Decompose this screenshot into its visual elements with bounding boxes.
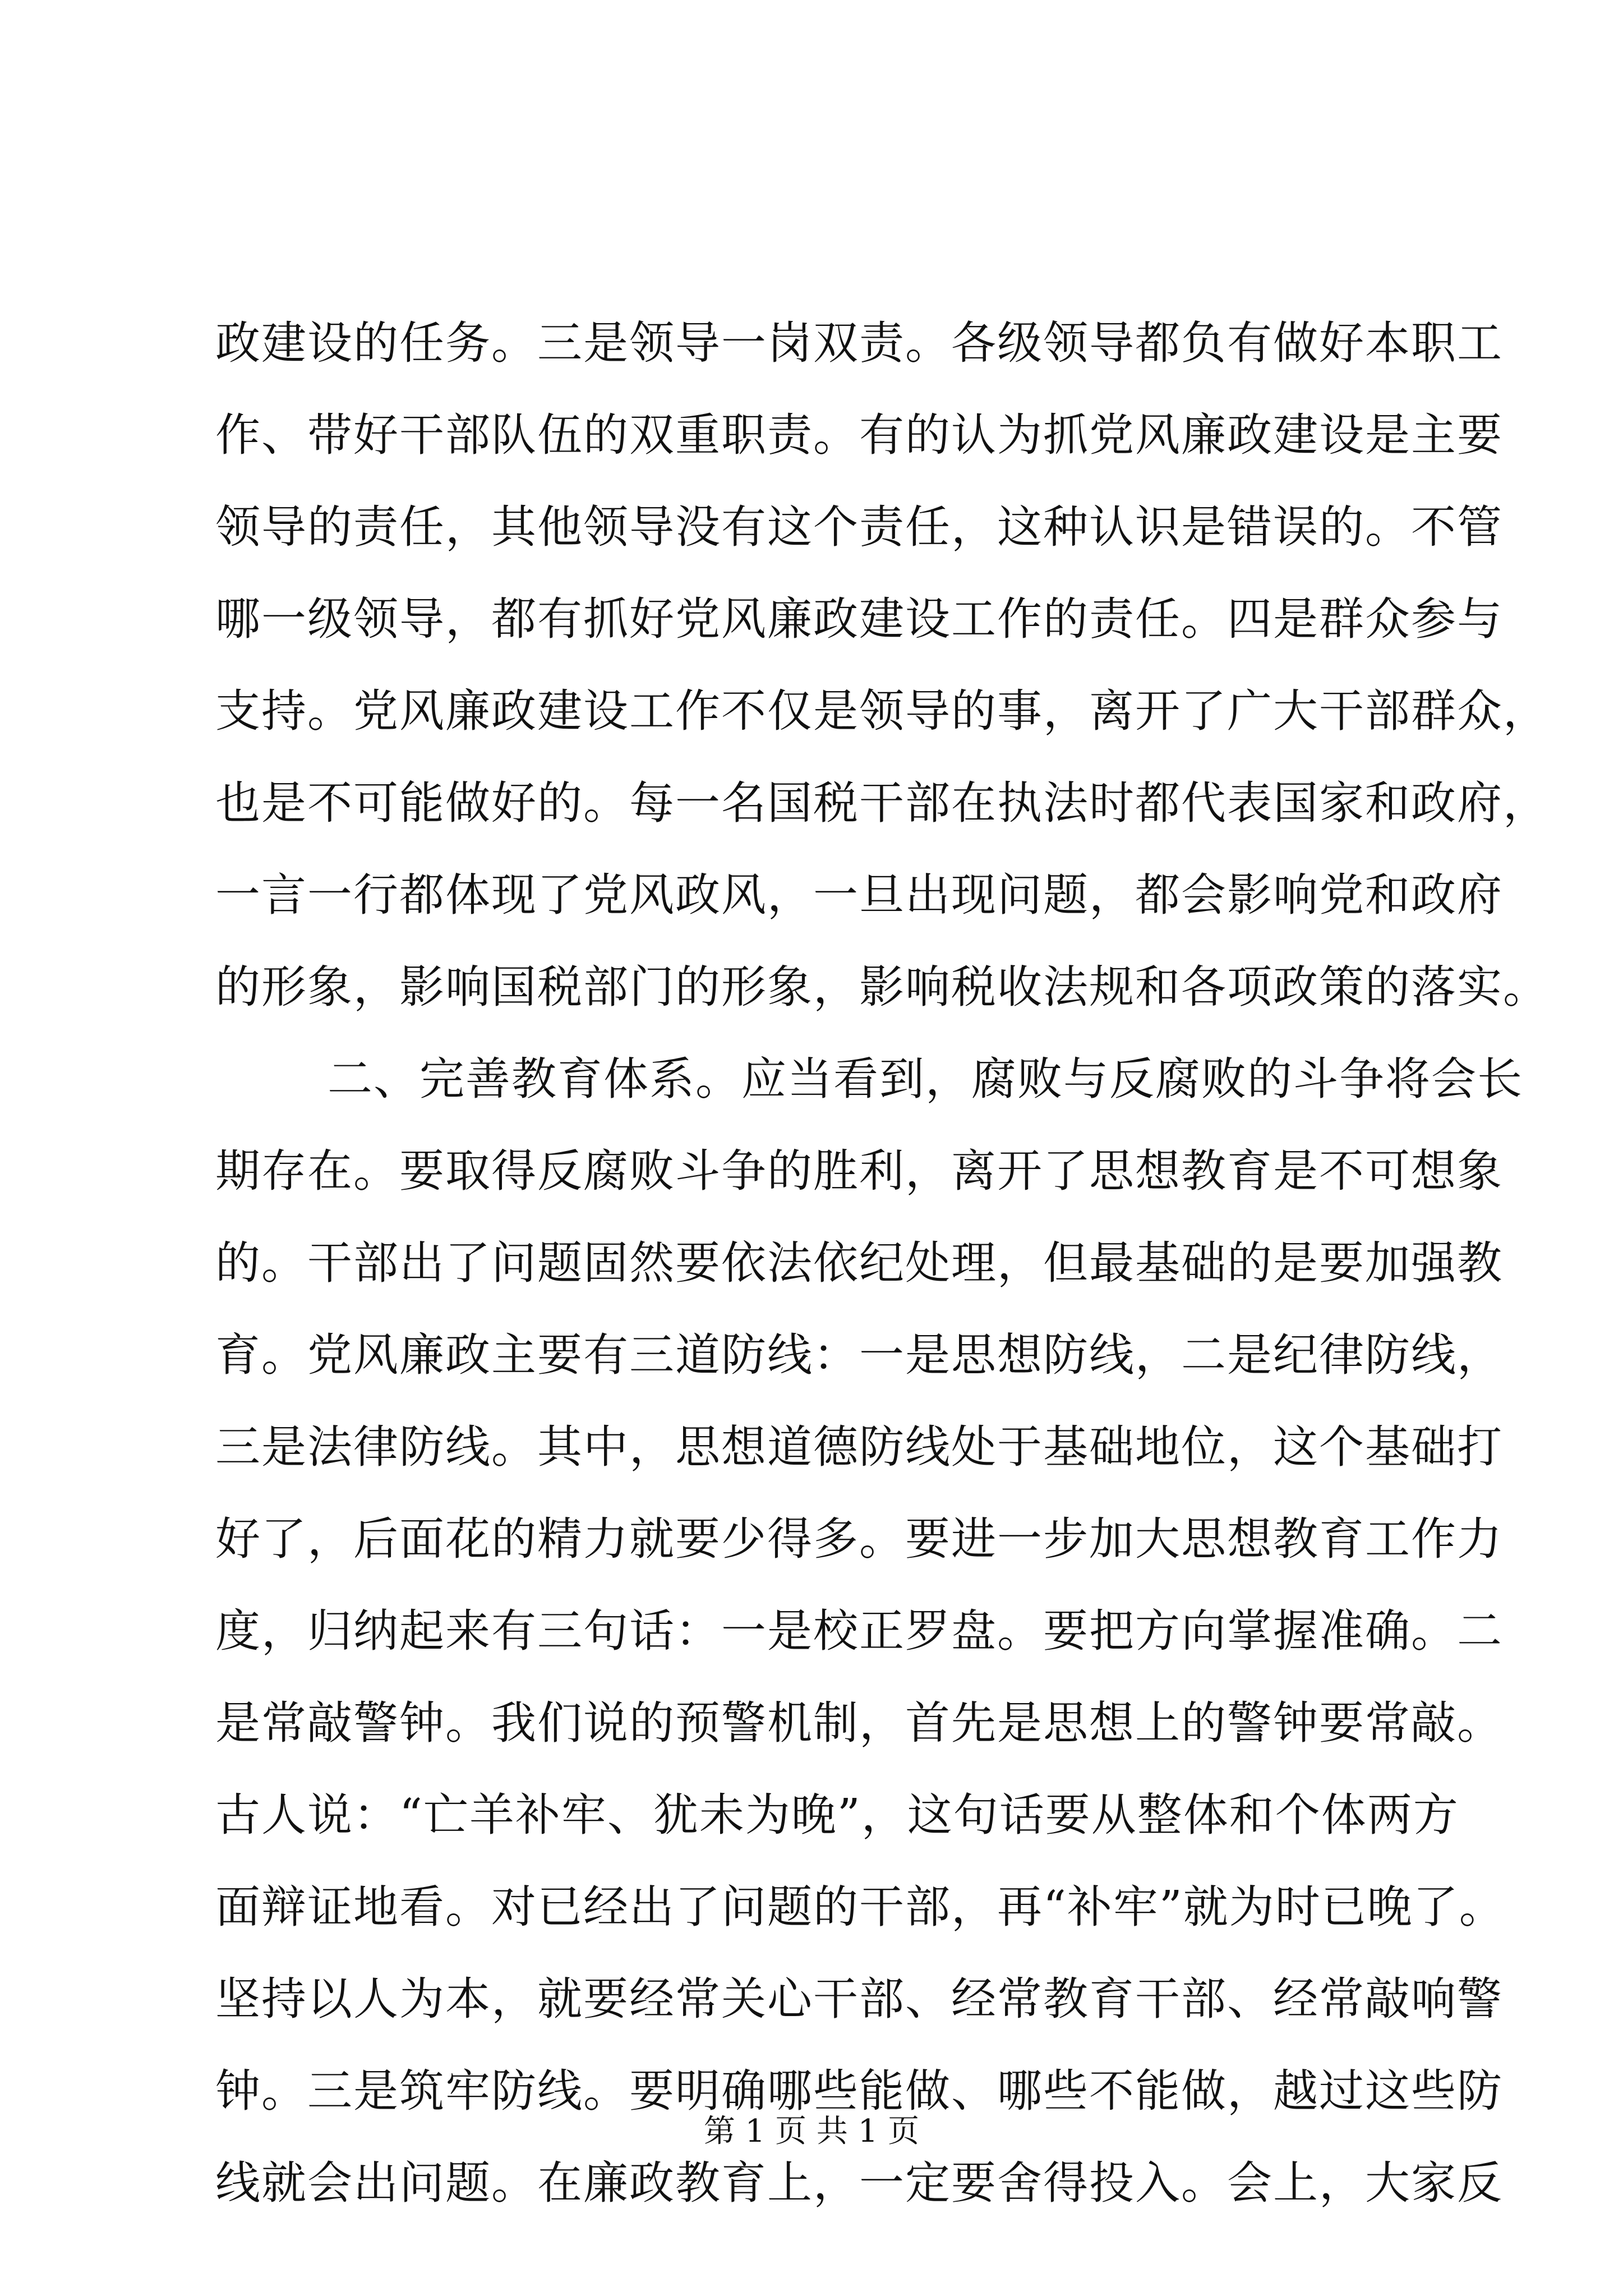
text-line-8: 的形象，影响国税部门的形象，影响税收法规和各项政策的落实。 [215,961,1549,1013]
text-line-20: 钟。三是筑牢防线。要明确哪些能做、哪些不能做，越过这些防 [215,2065,1503,2117]
text-line-1: 政建设的任务。三是领导一岗双责。各级领导都负有做好本职工 [215,317,1503,369]
text-line-2: 作、带好干部队伍的双重职责。有的认为抓党风廉政建设是主要 [215,409,1503,461]
text-line-15: 度，归纳起来有三句话：一是校正罗盘。要把方向掌握准确。二 [215,1605,1503,1657]
text-line-14: 好了，后面花的精力就要少得多。要进一步加大思想教育工作力 [215,1513,1503,1565]
text-line-16: 是常敲警钟。我们说的预警机制，首先是思想上的警钟要常敲。 [215,1697,1503,1749]
text-line-5: 支持。党风廉政建设工作不仅是领导的事，离开了广大干部群众， [215,685,1549,737]
text-line-21: 线就会出问题。在廉政教育上，一定要舍得投入。会上，大家反 [215,2157,1503,2209]
text-line-7: 一言一行都体现了党风政风，一旦出现问题，都会影响党和政府 [215,869,1503,921]
text-line-3: 领导的责任，其他领导没有这个责任，这种认识是错误的。不管 [215,501,1503,553]
text-line-17: 古人说：“亡羊补牢、犹未为晚”，这句话要从整体和个体两方 [215,1789,1459,1841]
text-line-13: 三是法律防线。其中，思想道德防线处于基础地位，这个基础打 [215,1421,1503,1473]
page-number-label: 第 1 页 共 1 页 [703,2113,920,2150]
text-line-19: 坚持以人为本，就要经常关心干部、经常教育干部、经常敲响警 [215,1973,1503,2025]
text-line-12: 育。党风廉政主要有三道防线：一是思想防线，二是纪律防线， [215,1329,1503,1381]
page-footer [0,2109,1623,2154]
body-text [215,297,1549,2229]
text-line-11: 的。干部出了问题固然要依法依纪处理，但最基础的是要加强教 [215,1237,1503,1289]
text-line-6: 也是不可能做好的。每一名国税干部在执法时都代表国家和政府， [215,777,1549,829]
text-line-10: 期存在。要取得反腐败斗争的胜利，离开了思想教育是不可想象 [215,1145,1503,1197]
text-line-4: 哪一级领导，都有抓好党风廉政建设工作的责任。四是群众参与 [215,593,1503,645]
text-line-9: 二、完善教育体系。应当看到，腐败与反腐败的斗争将会长 [328,1053,1523,1105]
text-line-18: 面辩证地看。对已经出了问题的干部，再“补牢”就为时已晚了。 [215,1881,1505,1933]
